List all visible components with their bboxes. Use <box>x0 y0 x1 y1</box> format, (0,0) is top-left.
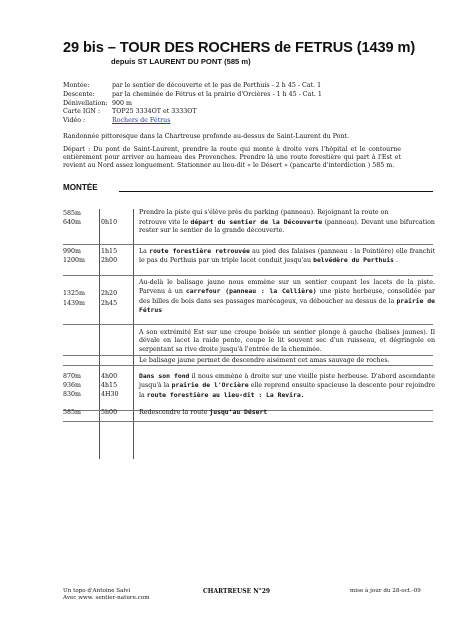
altitude: 640m <box>63 219 81 226</box>
time: 1h15 <box>101 248 118 255</box>
altitude: 1439m <box>63 300 85 307</box>
meta-row-denivellation <box>63 100 322 109</box>
meta-label: Montée: <box>63 82 90 89</box>
meta-row-descente <box>63 91 322 100</box>
meta-label: Vidéo : <box>63 117 86 125</box>
row-divider <box>63 421 433 422</box>
time: 5h00 <box>101 409 118 416</box>
step-description: Le balisage jaune permet de descendre aisément cet amas sauvage de roches. <box>139 357 390 364</box>
footer-center: CHARTREUSE N°29 <box>203 588 271 595</box>
meta-row-video <box>63 117 322 126</box>
footer-updated: mise à jour du 28-oct.-09 <box>350 588 421 594</box>
step-description: retrouve vite le départ du sentier de la Découverte (panneau). Devant une bifurcation rester sur le sentier de la grande découverte. <box>139 218 435 235</box>
meta-value: TOP25 3334OT et 3333OT <box>112 108 197 116</box>
meta-value: par la cheminée de Fétrus et la prairie d'Orcières - 1 h 45 - Cat. 1 <box>112 90 322 98</box>
footer-left <box>63 588 150 603</box>
footer-author: Un topo d'Antoine Salvi <box>63 588 131 594</box>
time: 4H30 <box>101 391 119 398</box>
time: 4h15 <box>101 382 118 389</box>
step-description: Au-delà le balisage jaune nous emmène sur un sentier coupant les lacets de la piste. Parvenu à un carrefour (panneau : la Cellière) une piste herbeuse, consolidée par des billes de bois dans ses passages marécageux, va déboucher au dessus de la prairie de Fétrus <box>139 279 436 315</box>
meta-row-montee <box>63 82 322 91</box>
footer-site[interactable]: Avec www. sentier-nature.com <box>63 595 150 602</box>
meta-value: 900 m <box>112 99 132 107</box>
page-subtitle: depuis ST LAURENT DU PONT (585 m) <box>111 57 251 66</box>
step-description: A son extrémité Est sur une croupe boisée un sentier plonge à gauche (balises jaunes). Il dévale en lacet la raide pente, coupe le lit souvent sec d'un ruisseau, et dégringole en serpentant sa rive droite jusqu'à l'entrée de la cheminée. <box>139 329 435 353</box>
step-description: Prendre la piste qui s'élève près du parking (panneau). Rejoignant la route on <box>139 209 389 216</box>
meta-row-carte <box>63 108 322 117</box>
step-description: Dans son fond il nous emmène à droite sur une vieille piste herbeuse. D'abord ascendante jusqu'à la prairie de l'Orcière elle reprend ensuite spacieuse la descente pour rejoindre la route forestière au lieu-dit : La Revira. <box>139 372 435 399</box>
altitude: 936m <box>63 382 81 389</box>
time: 0h10 <box>101 219 118 226</box>
row-divider <box>63 324 433 325</box>
intro-text: Randonnée pittoresque dans la Chartreuse profonde au-dessus de Saint-Laurent du Pont. <box>63 133 350 140</box>
meta-label: Carte IGN : <box>63 108 100 116</box>
step-description: Redescendre la route jusqu'au Désert <box>139 408 268 416</box>
meta-label: Descente: <box>63 90 95 98</box>
time: 2h00 <box>101 257 118 264</box>
depart-text: Départ : Du pont de Saint-Laurent, prendre la route qui monte à droite vers l'hôpital et le contourne entièrement pour arriver au hameau des Provenches. Prendre là une route forestière qui part à l'Est et revient au Nord assez longuement. Stationner au lieu-dit « le Désert » (pancarte d'interdiction ) 585 m. <box>63 146 401 170</box>
section-title: MONTÉE <box>63 183 433 192</box>
time: 2h45 <box>101 300 118 307</box>
altitude: 1200m <box>63 257 85 264</box>
row-divider <box>63 355 433 356</box>
altitude: 585m <box>63 409 81 416</box>
row-divider <box>63 244 433 245</box>
altitude: 990m <box>63 248 81 255</box>
video-link[interactable]: Rochers de Fétrus <box>112 117 171 125</box>
time: 4h00 <box>101 373 118 380</box>
time: 2h20 <box>101 290 118 297</box>
altitude: 830m <box>63 391 81 398</box>
meta-value: par le sentier de découverte et le pas de Perthuis - 2 h 45 - Cat. 1 <box>112 82 322 89</box>
altitude: 870m <box>63 373 81 380</box>
altitude: 585m <box>63 210 81 217</box>
route-info <box>63 82 322 126</box>
meta-label: Dénivellation: <box>63 99 108 107</box>
step-description: La route forestière retrouvée au pied des falaises (panneau : la Pointière) elle franchit le pas du Perthuis par un triple lacet conduit jusqu'au belvédère du Perthuis . <box>139 247 436 265</box>
row-divider <box>63 275 433 276</box>
altitude: 1325m <box>63 290 85 297</box>
page-title: 29 bis – TOUR DES ROCHERS de FETRUS (1439 m) <box>63 40 416 56</box>
